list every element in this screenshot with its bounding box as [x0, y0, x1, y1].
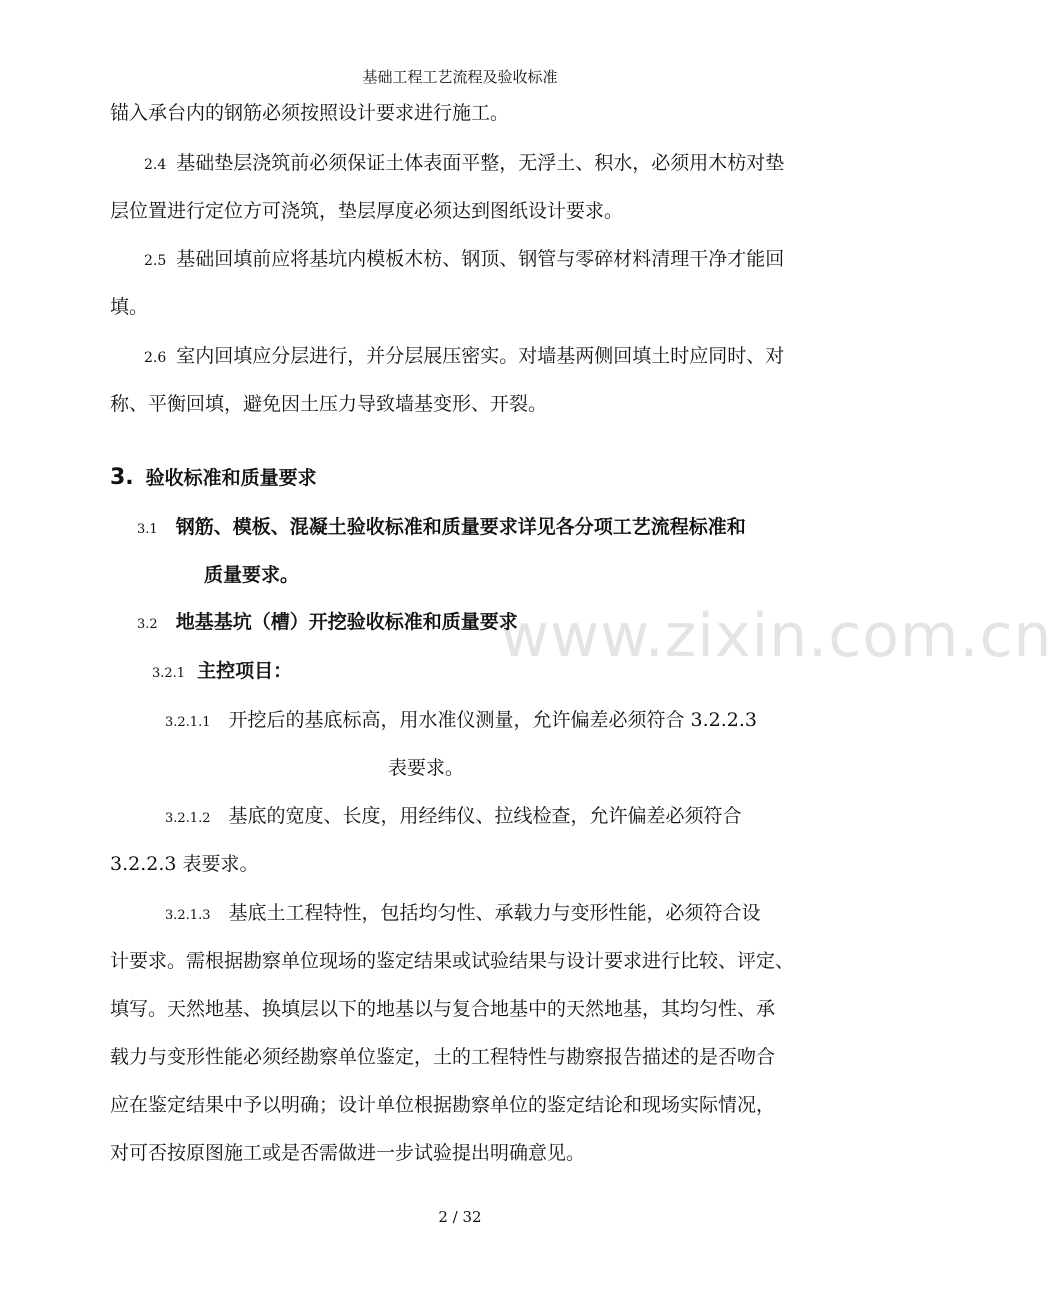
- text: 开挖后的基底标高，用水准仪测量，允许偏差必须符合 3.2.2.3: [228, 709, 757, 731]
- page-number: 2 / 32: [438, 1208, 482, 1226]
- section-title: 验收标准和质量要求: [145, 467, 317, 489]
- text: 室内回填应分层进行，并分层展压密实。对墙基两侧回填土时应同时、对: [176, 345, 785, 367]
- item-number: 2.6: [144, 350, 167, 366]
- section-3-heading: [110, 465, 317, 491]
- item-3-2-1-3-line-4: 载力与变形性能必须经勘察单位鉴定，土的工程特性与勘察报告描述的是否吻合: [110, 1046, 776, 1068]
- text: 基础回填前应将基坑内模板木枋、钢顶、钢管与零碎材料清理干净才能回: [176, 248, 785, 270]
- paragraph-2-6-line-1: [144, 343, 784, 371]
- item-number: 3.2.1: [152, 666, 186, 681]
- section-3-1-heading-line-1: [137, 514, 746, 543]
- item-3-2-1-3-line-6: 对可否按原图施工或是否需做进一步试验提出明确意见。: [110, 1142, 586, 1164]
- item-3-2-1-3-line-3: 填写。天然地基、换填层以下的地基以与复合地基中的天然地基，其均匀性、承: [110, 998, 776, 1020]
- paragraph-2-5-line-2: 填。: [110, 296, 149, 318]
- item-number: 3.1: [137, 522, 158, 537]
- item-3-2-1-3-line-1: [165, 900, 761, 929]
- paragraph-2-6-line-2: 称、平衡回填，避免因土压力导致墙基变形、开裂。: [110, 393, 548, 415]
- paragraph-2-4-line-2: 层位置进行定位方可浇筑，垫层厚度必须达到图纸设计要求。: [110, 200, 624, 222]
- item-number: 3.2.1.3: [165, 908, 211, 923]
- paragraph-2-5-line-1: [144, 246, 784, 274]
- item-number: 3.2.1.1: [165, 715, 211, 730]
- item-3-2-1-1-line-2: 表要求。: [388, 757, 465, 779]
- text: 钢筋、模板、混凝土验收标准和质量要求详见各分项工艺流程标准和: [175, 516, 746, 538]
- item-number: 2.5: [144, 253, 167, 269]
- item-3-2-1-1-line-1: [165, 707, 757, 736]
- section-3-2-1-heading: [152, 658, 292, 687]
- section-number: 3.: [110, 465, 134, 490]
- item-number: 2.4: [144, 157, 167, 173]
- item-3-2-1-3-line-5: 应在鉴定结果中予以明确；设计单位根据勘察单位的鉴定结论和现场实际情况，: [110, 1094, 776, 1116]
- item-3-2-1-3-line-2: 计要求。需根据勘察单位现场的鉴定结果或试验结果与设计要求进行比较、评定、: [110, 950, 795, 972]
- item-number: 3.2.1.2: [165, 811, 211, 826]
- paragraph-2-4-line-1: [144, 150, 784, 178]
- section-3-2-heading: [137, 609, 518, 638]
- item-3-2-1-2-line-2: 3.2.2.3 表要求。: [110, 853, 259, 875]
- watermark: www.zixin.com.cn: [500, 601, 1052, 671]
- text: 主控项目：: [197, 660, 293, 682]
- text: 基底的宽度、长度，用经纬仪、拉线检查，允许偏差必须符合: [228, 805, 742, 827]
- page-header: 基础工程工艺流程及验收标准: [362, 68, 558, 86]
- text: 地基基坑（槽）开挖验收标准和质量要求: [175, 611, 518, 633]
- text: 基础垫层浇筑前必须保证土体表面平整，无浮土、积水，必须用木枋对垫: [176, 152, 785, 174]
- item-number: 3.2: [137, 617, 158, 632]
- paragraph-line: 锚入承台内的钢筋必须按照设计要求进行施工。: [110, 102, 510, 124]
- item-3-2-1-2-line-1: [165, 803, 742, 832]
- text: 基底土工程特性，包括均匀性、承载力与变形性能，必须符合设: [228, 902, 761, 924]
- section-3-1-heading-line-2: 质量要求。: [204, 564, 300, 586]
